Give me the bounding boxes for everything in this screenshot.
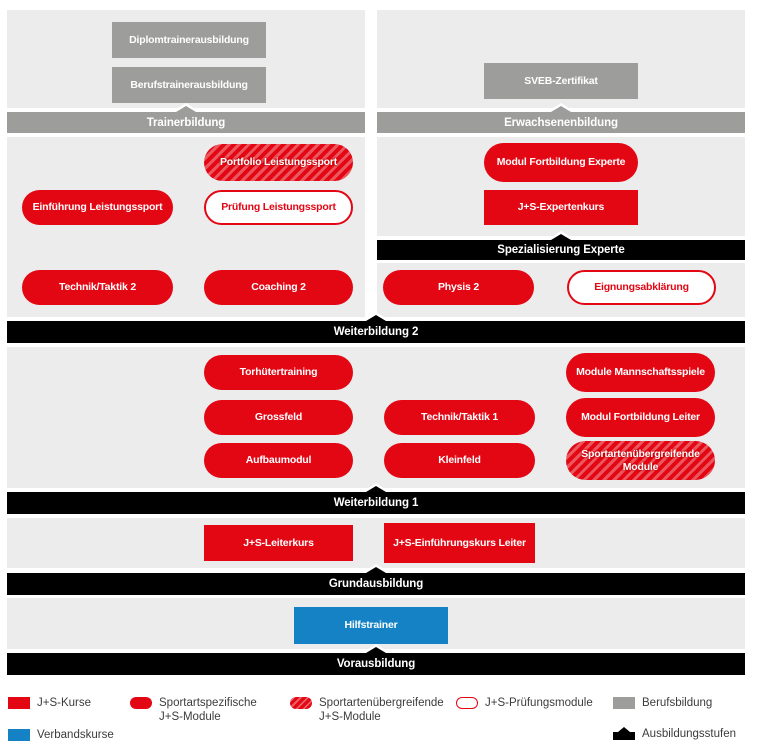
panel-vorausbildung — [7, 598, 745, 649]
panel-erwachsenenbildung — [377, 10, 745, 108]
box-pruefung-leistungssport: Prüfung Leistungssport — [204, 190, 353, 225]
box-js-einfuehrungskurs-leiter: J+S-Einführungskurs Leiter — [384, 523, 535, 563]
legend-swatch-js-kurse — [8, 697, 30, 709]
legend-swatch-verbandskurse — [8, 729, 30, 741]
panel-leistungssport — [7, 137, 365, 317]
box-module-mannschaftsspiele: Module Mannschaftsspiele — [566, 353, 715, 392]
legend-label-sportartspezifische-module: Sportartspezifische J+S-Module — [159, 697, 257, 723]
legend-swatch-sportartspezifische-module — [130, 697, 152, 709]
box-hilfstrainer: Hilfstrainer — [294, 607, 448, 644]
box-portfolio-leistungssport: Portfolio Leistungssport — [204, 144, 353, 181]
box-berufstrainerausbildung: Berufstrainerausbildung — [112, 67, 266, 103]
legend-swatch-berufsbildung — [613, 697, 635, 709]
band-weiterbildung-2: Weiterbildung 2 — [7, 321, 745, 343]
band-trainerbildung: Trainerbildung — [7, 112, 365, 133]
legend-label-ausbildungsstufen: Ausbildungsstufen — [642, 728, 736, 740]
panel-weiterbildung1 — [7, 347, 745, 488]
legend-label-sportartenuebergreifende-module: Sportartenübergreifende J+S-Module — [319, 697, 444, 723]
band-erwachsenenbildung: Erwachsenenbildung — [377, 112, 745, 133]
box-grossfeld: Grossfeld — [204, 400, 353, 435]
box-technik-taktik-2: Technik/Taktik 2 — [22, 270, 173, 305]
box-torhuetertraining: Torhütertraining — [204, 355, 353, 390]
legend-item-js-kurse — [8, 696, 91, 710]
box-coaching-2: Coaching 2 — [204, 270, 353, 305]
legend-label-verbandskurse: Verbandskurse — [37, 729, 114, 741]
legend-item-pruefungsmodule — [456, 696, 593, 710]
box-einfuehrung-leistungssport: Einführung Leistungssport — [22, 190, 173, 225]
band-weiterbildung-1: Weiterbildung 1 — [7, 492, 745, 514]
legend-item-sportartenuebergreifende-module — [290, 696, 469, 724]
panel-experte — [377, 137, 745, 236]
legend-swatch-ausbildungsstufen — [613, 728, 635, 740]
box-js-leiterkurs: J+S-Leiterkurs — [204, 525, 353, 561]
box-sveb-zertifikat: SVEB-Zertifikat — [484, 63, 638, 99]
box-eignungsabklaerung: Eignungsabklärung — [567, 270, 716, 305]
box-modul-fortbildung-leiter: Modul Fortbildung Leiter — [566, 398, 715, 437]
panel-grundausbildung — [7, 518, 745, 568]
band-spezialisierung-experte: Spezialisierung Experte — [377, 240, 745, 260]
box-diplomtrainerausbildung: Diplomtrainerausbildung — [112, 22, 266, 58]
box-modul-fortbildung-experte: Modul Fortbildung Experte — [484, 143, 638, 182]
legend-item-berufsbildung — [613, 696, 712, 710]
band-grundausbildung: Grundausbildung — [7, 573, 745, 595]
legend-swatch-sportartenuebergreifende-module — [290, 697, 312, 709]
box-technik-taktik-1: Technik/Taktik 1 — [384, 400, 535, 435]
legend-item-sportartspezifische-module — [130, 696, 279, 724]
box-sportartenuebergreifende-module: Sportartenübergreifende Module — [566, 441, 715, 480]
legend-swatch-pruefungsmodule — [456, 697, 478, 709]
box-aufbaumodul: Aufbaumodul — [204, 443, 353, 478]
legend-label-pruefungsmodule: J+S-Prüfungsmodule — [485, 697, 593, 709]
legend-label-js-kurse: J+S-Kurse — [37, 697, 92, 709]
legend-item-verbandskurse — [8, 728, 114, 742]
box-js-expertenkurs: J+S-Expertenkurs — [484, 190, 638, 225]
stufen-bar-icon — [613, 732, 635, 740]
band-vorausbildung: Vorausbildung — [7, 653, 745, 675]
panel-weiterbildung2-rechts — [377, 263, 745, 317]
box-kleinfeld: Kleinfeld — [384, 443, 535, 478]
box-physis-2: Physis 2 — [383, 270, 534, 305]
legend-item-ausbildungsstufen — [613, 727, 736, 741]
legend-label-berufsbildung: Berufsbildung — [642, 697, 713, 709]
panel-trainerbildung — [7, 10, 365, 108]
